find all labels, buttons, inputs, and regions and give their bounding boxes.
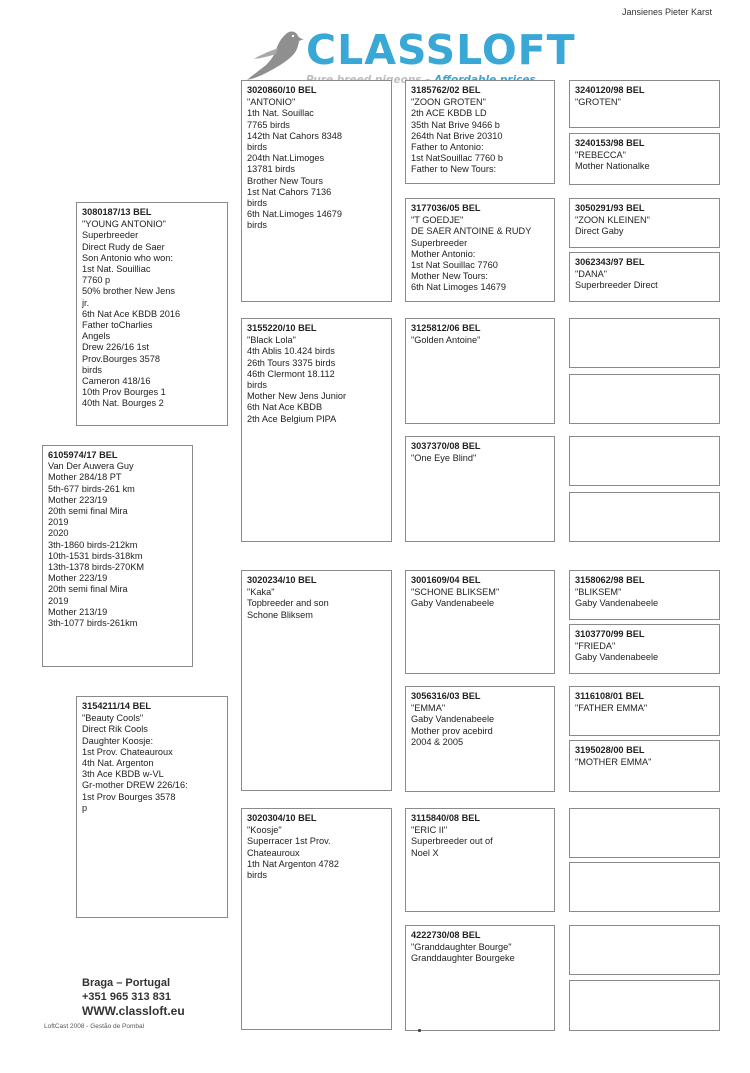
ring-number: 3001609/04 BEL xyxy=(411,575,481,585)
pigeon-card-sds xyxy=(405,318,555,424)
pigeon-info-line: 2004 & 2005 xyxy=(411,736,464,747)
pigeon-info-line: 1st Prov Bourges 3578 xyxy=(82,791,176,802)
ring-number: 3080187/13 BEL xyxy=(82,207,152,217)
ring-number: 3020234/10 BEL xyxy=(247,575,317,585)
pigeon-info-line: 1st Nat Souillac 7760 xyxy=(411,260,498,271)
pigeon-info-line: Father toCharlies xyxy=(82,320,153,331)
pigeon-info-line: Gaby Vandenabeele xyxy=(575,652,659,663)
pigeon-info-line: 6th Nat.Limoges 14679 xyxy=(247,209,343,220)
pigeon-card-g16 xyxy=(569,980,720,1031)
pigeon-card-dam-sire xyxy=(241,570,392,791)
pigeon-info-line: Superracer 1st Prov. xyxy=(247,836,331,847)
pigeon-card-g4 xyxy=(569,252,720,302)
pigeon-card-g12 xyxy=(569,740,720,792)
pigeon-info-line: Superbreeder out of xyxy=(411,836,493,847)
pigeon-info-line: Topbreeder and son xyxy=(247,598,329,609)
ring-number: 3158062/98 BEL xyxy=(575,575,645,585)
pigeon-card-g11 xyxy=(569,686,720,736)
ring-number: 3125812/06 BEL xyxy=(411,323,481,333)
pigeon-card-g7 xyxy=(569,436,720,486)
pigeon-card-g5 xyxy=(569,318,720,368)
pigeon-info-line: 6th Nat Ace KBDB 2016 xyxy=(82,308,181,319)
ring-number: 3116108/01 BEL xyxy=(575,691,644,701)
pigeon-info-line: Superbreeder Direct xyxy=(575,280,658,291)
pigeon-card-g14 xyxy=(569,862,720,912)
ring-number: 4222730/08 BEL xyxy=(411,930,481,940)
pigeon-info-line: Mother prov acebird xyxy=(411,725,493,736)
pigeon-info-line: Son Antonio who won: xyxy=(82,252,173,263)
pigeon-info-line: 1st NatSouillac 7760 b xyxy=(411,153,503,164)
pigeon-info-line: 10th-1531 birds-318km xyxy=(48,550,143,561)
pigeon-info-line: Superbreeder xyxy=(411,237,468,248)
ring-number: 3195028/00 BEL xyxy=(575,745,645,755)
pigeon-info-line: Daughter Koosje: xyxy=(82,735,153,746)
scan-mark xyxy=(418,1029,421,1032)
pigeon-info-line: DE SAER ANTOINE & RUDY xyxy=(411,226,532,237)
ring-number: 3020304/10 BEL xyxy=(247,813,317,823)
pigeon-info-line: 4th Nat. Argenton xyxy=(82,758,154,769)
pigeon-card-g15 xyxy=(569,925,720,975)
pigeon-info-line: 3th Ace KBDB w-VL xyxy=(82,769,164,780)
pigeon-name: "BLIKSEM" xyxy=(575,587,622,598)
pigeon-card-g8 xyxy=(569,492,720,542)
logo-wordmark: CLASSLOFT xyxy=(306,26,576,74)
pigeon-info-line: 204th Nat.Limoges xyxy=(247,153,325,164)
pigeon-info-line: Mother New Jens Junior xyxy=(247,391,347,402)
owner-name: Jansienes Pieter Karst xyxy=(621,7,712,17)
pigeon-name: "SCHONE BLIKSEM" xyxy=(411,587,500,598)
pigeon-info-line: 1st Nat Cahors 7136 xyxy=(247,186,332,197)
tagline-plain: pigeons xyxy=(374,74,422,86)
pigeon-info-line: birds xyxy=(82,364,102,375)
pigeon-info-line: 7760 p xyxy=(82,275,111,286)
pigeon-info-line: Superbreeder xyxy=(82,230,139,241)
ring-number: 3240153/98 BEL xyxy=(575,138,645,148)
pigeon-info-line: 2th Ace Belgium PIPA xyxy=(247,413,337,424)
pigeon-info-line: Mother 284/18 PT xyxy=(48,472,122,483)
pigeon-card-g3 xyxy=(569,198,720,248)
pigeon-silhouette-icon xyxy=(246,28,308,80)
pigeon-name: "FRIEDA" xyxy=(575,641,616,652)
pigeon-info-line: 26th Tours 3375 birds xyxy=(247,357,336,368)
pigeon-info-line: Cameron 418/16 xyxy=(82,376,151,387)
pigeon-info-line: Van Der Auwera Guy xyxy=(48,461,134,472)
pigeon-info-line: p xyxy=(82,802,88,813)
ring-number: 3155220/10 BEL xyxy=(247,323,317,333)
pigeon-info-line: 35th Nat Brive 9466 b xyxy=(411,119,500,130)
pigeon-info-line: 2020 xyxy=(48,528,69,539)
pigeon-info-line: 142th Nat Cahors 8348 xyxy=(247,130,343,141)
pigeon-info-line: 2019 xyxy=(48,517,69,528)
pigeon-info-line: Gaby Vandenabeele xyxy=(411,598,495,609)
pigeon-card-g2 xyxy=(569,133,720,185)
pigeon-info-line: Schone Bliksem xyxy=(247,609,313,620)
pigeon-info-line: 3th-1077 birds-261km xyxy=(48,618,138,629)
pigeon-info-line: 13th-1378 birds-270KM xyxy=(48,562,145,573)
pigeon-info-line: 1th Nat Argenton 4782 xyxy=(247,858,339,869)
pigeon-info-line: Prov.Bourges 3578 xyxy=(82,353,160,364)
pigeon-info-line: Direct Rudy de Saer xyxy=(82,241,165,252)
pigeon-info-line: 6th Nat Limoges 14679 xyxy=(411,282,507,293)
pigeon-info-line: 46th Clermont 18.112 xyxy=(247,368,335,379)
pigeon-card-sire-dam xyxy=(241,318,392,542)
pigeon-info-line: Granddaughter Bourgeke xyxy=(411,953,515,964)
pigeon-card-dam xyxy=(76,696,228,918)
pigeon-card-ddd xyxy=(405,925,555,1031)
pigeon-info-line: Gr-mother DREW 226/16: xyxy=(82,780,188,791)
pigeon-card-dam-dam xyxy=(241,808,392,1030)
pigeon-info-line: Gaby Vandenabeele xyxy=(411,714,495,725)
ring-number: 3177036/05 BEL xyxy=(411,203,481,213)
pigeon-name: "EMMA" xyxy=(411,703,446,714)
pigeon-info-line: Mother New Tours: xyxy=(411,271,488,282)
pigeon-name: "Beauty Cools" xyxy=(82,713,144,724)
pigeon-info-line: Brother New Tours xyxy=(247,175,323,186)
pigeon-info-line: birds xyxy=(247,220,267,231)
pigeon-card-g13 xyxy=(569,808,720,858)
pigeon-name: "ZOON KLEINEN" xyxy=(575,215,650,226)
pigeon-card-g1 xyxy=(569,80,720,128)
ring-number: 3185762/02 BEL xyxy=(411,85,481,95)
pigeon-name: "Koosje" xyxy=(247,825,282,836)
contact-city: Braga – Portugal xyxy=(82,977,171,989)
pigeon-info-line: 5th-677 birds-261 km xyxy=(48,483,135,494)
pigeon-name: "GROTEN" xyxy=(575,97,621,108)
ring-number: 3103770/99 BEL xyxy=(575,629,645,639)
pigeon-name: "Granddaughter Bourge" xyxy=(411,942,512,953)
pigeon-info-line: Noel X xyxy=(411,847,439,858)
pigeon-name: "MOTHER EMMA" xyxy=(575,757,652,768)
pigeon-card-g10 xyxy=(569,624,720,674)
pigeon-info-line: 7765 birds xyxy=(247,119,290,130)
pigeon-name: "T GOEDJE" xyxy=(411,215,464,226)
pigeon-info-line: Mother 223/19 xyxy=(48,494,108,505)
ring-number: 3154211/14 BEL xyxy=(82,701,151,711)
ring-number: 3050291/93 BEL xyxy=(575,203,645,213)
pigeon-info-line: birds xyxy=(247,870,267,881)
pigeon-card-sire xyxy=(76,202,228,426)
pigeon-card-subject xyxy=(42,445,193,667)
pigeon-info-line: 264th Nat Brive 20310 xyxy=(411,130,503,141)
pigeon-name: "DANA" xyxy=(575,269,608,280)
pigeon-info-line: 2019 xyxy=(48,595,69,606)
pigeon-info-line: 10th Prov Bourges 1 xyxy=(82,387,166,398)
pigeon-name: "YOUNG ANTONIO" xyxy=(82,219,166,230)
footer-note: LoftCast 2008 - Gestão de Pombal xyxy=(44,1023,145,1030)
pigeon-info-line: 20th semi final Mira xyxy=(48,506,128,517)
pigeon-name: "FATHER EMMA" xyxy=(575,703,648,714)
pigeon-info-line: Mother Antonio: xyxy=(411,248,476,259)
pigeon-info-line: 1st Nat. Souilliac xyxy=(82,264,151,275)
pigeon-name: "Black Lola" xyxy=(247,335,296,346)
pigeon-info-line: Mother Nationalke xyxy=(575,161,650,172)
pigeon-name: "Kaka" xyxy=(247,587,275,598)
pigeon-card-g6 xyxy=(569,374,720,424)
pigeon-info-line: 40th Nat. Bourges 2 xyxy=(82,398,164,409)
ring-number: 3020860/10 BEL xyxy=(247,85,317,95)
contact-block xyxy=(82,976,185,1018)
pigeon-info-line: birds xyxy=(247,380,267,391)
pigeon-name: "One Eye Blind" xyxy=(411,453,477,464)
pigeon-info-line: Drew 226/16 1st xyxy=(82,342,149,353)
ring-number: 3115840/08 BEL xyxy=(411,813,480,823)
pigeon-info-line: 50% brother New Jens xyxy=(82,286,175,297)
pigeon-info-line: 1st Prov. Chateauroux xyxy=(82,746,173,757)
pigeon-card-dsd xyxy=(405,686,555,792)
pigeon-info-line: Gaby Vandenabeele xyxy=(575,598,659,609)
pigeon-info-line: birds xyxy=(247,142,267,153)
pigeon-info-line: Direct Gaby xyxy=(575,226,624,237)
pigeon-info-line: 1th Nat. Souillac xyxy=(247,108,314,119)
pigeon-info-line: Father to New Tours: xyxy=(411,164,497,175)
pigeon-info-line: Father to Antonio: xyxy=(411,142,484,153)
pigeon-name: "ERIC II" xyxy=(411,825,448,836)
pigeon-info-line: Mother 223/19 xyxy=(48,573,108,584)
pigeon-card-sire-sire xyxy=(241,80,392,302)
ring-number: 6105974/17 BEL xyxy=(48,450,118,460)
pigeon-info-line: birds xyxy=(247,198,267,209)
pigeon-name: "REBECCA" xyxy=(575,150,626,161)
pigeon-info-line: Angels xyxy=(82,331,111,342)
contact-phone: +351 965 313 831 xyxy=(82,991,172,1003)
pigeon-info-line: 13781 birds xyxy=(247,164,296,175)
pigeon-card-g9 xyxy=(569,570,720,620)
ring-number: 3240120/98 BEL xyxy=(575,85,645,95)
ring-number: 3062343/97 BEL xyxy=(575,257,645,267)
pigeon-card-dss xyxy=(405,570,555,674)
pigeon-card-sss xyxy=(405,80,555,184)
pigeon-card-dds xyxy=(405,808,555,912)
pigeon-card-sdd xyxy=(405,436,555,542)
pigeon-info-line: Direct Rik Cools xyxy=(82,724,148,735)
pigeon-info-line: 20th semi final Mira xyxy=(48,584,128,595)
pigeon-card-ssd xyxy=(405,198,555,302)
ring-number: 3056316/03 BEL xyxy=(411,691,481,701)
pigeon-info-line: Mother 213/19 xyxy=(48,606,108,617)
pigeon-info-line: jr. xyxy=(82,297,90,308)
ring-number: 3037370/08 BEL xyxy=(411,441,481,451)
pigeon-info-line: 6th Nat Ace KBDB xyxy=(247,402,323,413)
pigeon-name: "ANTONIO" xyxy=(247,97,296,108)
pigeon-info-line: 3th-1860 birds-212km xyxy=(48,539,138,550)
contact-web: WWW.classloft.eu xyxy=(82,1004,185,1018)
pigeon-info-line: 4th Ablis 10.424 birds xyxy=(247,346,335,357)
pigeon-info-line: Chateauroux xyxy=(247,847,300,858)
pigeon-name: "ZOON GROTEN" xyxy=(411,97,486,108)
pigeon-info-line: 2th ACE KBDB LD xyxy=(411,108,487,119)
pigeon-name: "Golden Antoine" xyxy=(411,335,481,346)
